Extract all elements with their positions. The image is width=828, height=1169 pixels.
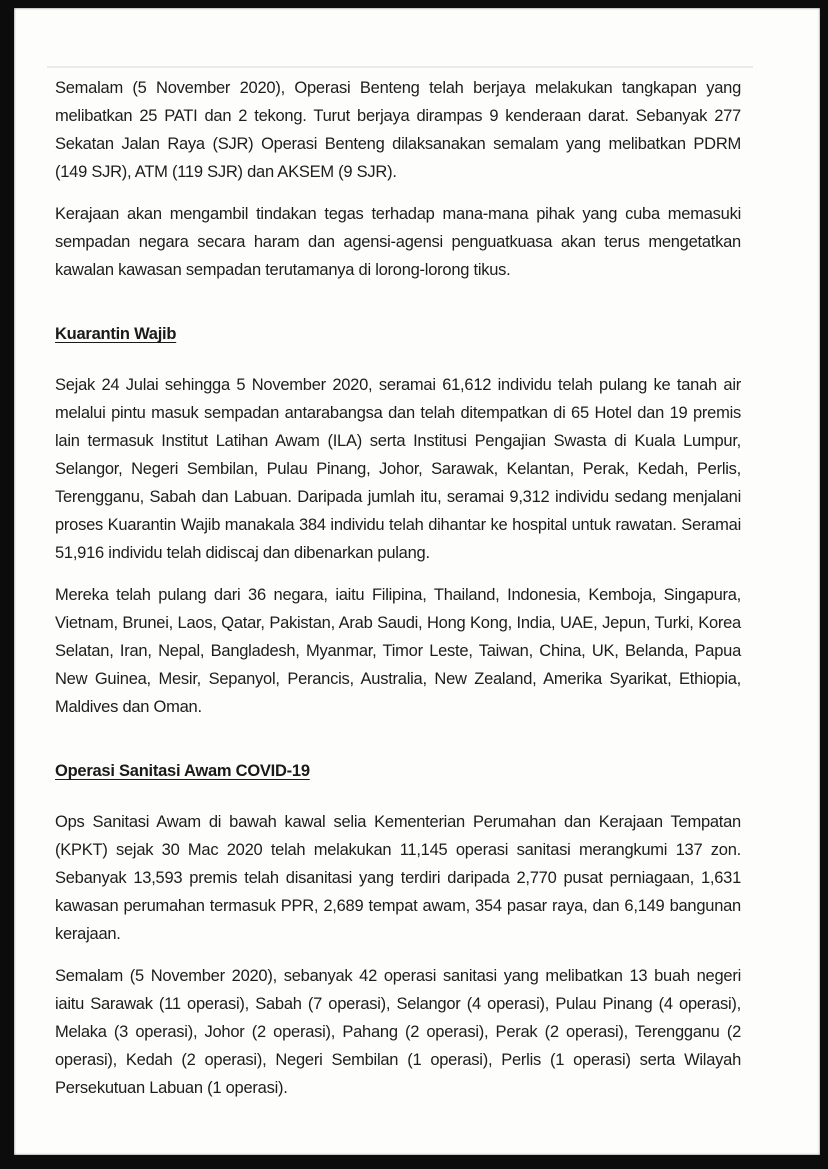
header-divider (47, 66, 753, 68)
paragraph-senarai-negara: Mereka telah pulang dari 36 negara, iaitu Filipina, Thailand, Indonesia, Kemboja, Singapura, Vietnam, Brunei, Laos, Qatar, Pakistan, Arab Saudi, Hong Kong, India, UAE, Jepun, Turki, Korea Selatan, Iran, Nepal, Bangladesh, Myanmar, Timor Leste, Taiwan, China, UK, Belanda, Papua New Guinea, Mesir, Sepanyol, Perancis, Australia, New Zealand, Amerika Syarikat, Ethiopia, Maldives dan Oman. (55, 586, 741, 716)
paragraph-sanitasi-semalam: Semalam (5 November 2020), sebanyak 42 operasi sanitasi yang melibatkan 13 buah negeri iaitu Sarawak (11 operasi), Sabah (7 operasi), Selangor (4 operasi), Pulau Pinang (4 operasi), Melaka (3 operasi), Johor (2 operasi), Pahang (2 operasi), Perak (2 operasi), Terengganu (2 operasi), Kedah (2 operasi), Negeri Sembilan (1 operasi), Perlis (1 operasi) serta Wilayah Persekutuan Labuan (1 operasi). (55, 967, 741, 1097)
section-heading-kuarantin-wajib: Kuarantin Wajib (55, 325, 177, 343)
paragraph-kuarantin-statistik: Sejak 24 Julai sehingga 5 November 2020, seramai 61,612 individu telah pulang ke tanah air melalui pintu masuk sempadan antarabangsa dan telah ditempatkan di 65 Hotel dan 19 premis lain termasuk Institut Latihan Awam (ILA) serta Institusi Pengajian Swasta di Kuala Lumpur, Selangor, Negeri Sembilan, Pulau Pinang, Johor, Sarawak, Kelantan, Perak, Kedah, Perlis, Terengganu, Sabah dan Labuan. Daripada jumlah itu, seramai 9,312 individu sedang menjalani proses Kuarantin Wajib manakala 384 individu telah dihantar ke hospital untuk rawatan. Seramai 51,916 individu telah didiscaj dan dibenarkan pulang. (55, 376, 741, 562)
section-heading-operasi-sanitasi: Operasi Sanitasi Awam COVID-19 (55, 762, 310, 780)
document-page (14, 8, 820, 1155)
document-content (55, 8, 741, 1116)
paragraph-kerajaan-tindakan: Kerajaan akan mengambil tindakan tegas terhadap mana-mana pihak yang cuba memasuki sempadan negara secara haram dan agensi-agensi penguatkuasa akan terus mengetatkan kawalan kawasan sempadan terutamanya di lorong-lorong tikus. (55, 205, 741, 279)
paragraph-sanitasi-statistik: Ops Sanitasi Awam di bawah kawal selia Kementerian Perumahan dan Kerajaan Tempatan (KPKT) sejak 30 Mac 2020 telah melakukan 11,145 operasi sanitasi merangkumi 137 zon. Sebanyak 13,593 premis telah disanitasi yang terdiri daripada 2,770 pusat perniagaan, 1,631 kawasan perumahan termasuk PPR, 2,689 tempat awam, 354 pasar raya, dan 6,149 bangunan kerajaan. (55, 813, 741, 943)
paragraph-operasi-benteng: Semalam (5 November 2020), Operasi Benteng telah berjaya melakukan tangkapan yang melibatkan 25 PATI dan 2 tekong. Turut berjaya dirampas 9 kenderaan darat. Sebanyak 277 Sekatan Jalan Raya (SJR) Operasi Benteng dilaksanakan semalam yang melibatkan PDRM (149 SJR), ATM (119 SJR) dan AKSEM (9 SJR). (55, 79, 741, 181)
